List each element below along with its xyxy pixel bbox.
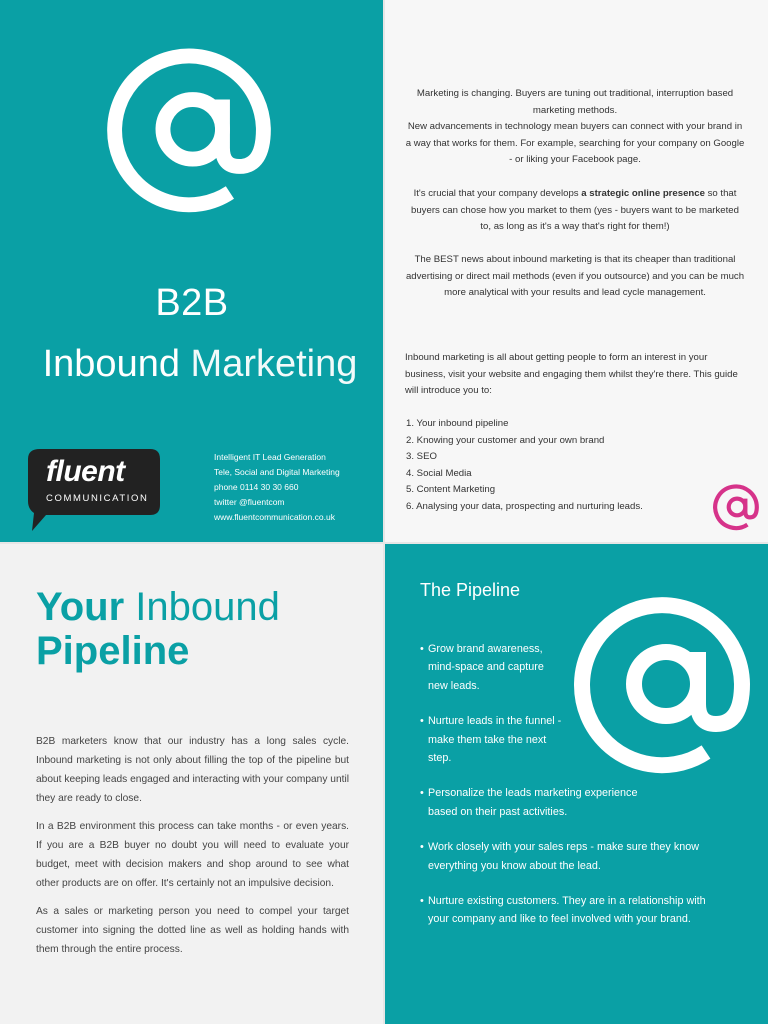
intro-paragraph: Inbound marketing is all about getting people to form an interest in your business, visit your website and engaging them whilst they're there. This guide will introduce you to: [405, 352, 738, 396]
intro-bold-run: a strategic online presence [581, 188, 705, 199]
title-word-your: Your [36, 585, 125, 629]
bullet-dot: • [420, 787, 424, 800]
list-item: 2. Knowing your customer and your own brand [406, 434, 605, 446]
title-word-inbound: Inbound [135, 585, 280, 629]
cover-title [0, 343, 384, 386]
intro-paragraph [405, 186, 745, 236]
intro-text-run: It's crucial that your company develops [413, 188, 582, 199]
fluent-logo [26, 447, 162, 533]
cover-title-inbound: Inbound [42, 343, 180, 385]
body-paragraph: As a sales or marketing person you need to compel your target customer into signing the dotted line as well as holding hands with them through the entire process. [36, 906, 349, 955]
bullet-dot: • [420, 841, 424, 854]
intro-text [405, 86, 745, 169]
list-item: 1. Your inbound pipeline [406, 418, 509, 429]
bullet-item [420, 838, 738, 875]
bullet-text: Grow brand awareness, mind-space and capture new leads. [428, 643, 544, 692]
title-word-pipeline: Pipeline [36, 629, 190, 673]
intro-text [405, 252, 745, 302]
section-title: The Pipeline [420, 580, 521, 600]
bullet-text: Work closely with your sales reps - make sure they know everything you know about the lead. [428, 841, 700, 872]
intro-paragraph: New advancements in technology mean buyers can connect with your brand in a way that works for them. For example, searching for your company on Google - or liking your Facebook page. [405, 121, 745, 165]
contact-website: www.fluentcommunication.co.uk [214, 512, 335, 522]
cover-title-marketing: Marketing [190, 343, 358, 385]
at-sign-icon [96, 40, 282, 226]
list-item: 6. Analysing your data, prospecting and nurturing leads. [406, 500, 643, 512]
intro-text [405, 350, 745, 400]
bullet-dot: • [420, 895, 424, 908]
bullet-item [420, 784, 658, 821]
body-paragraph: B2B marketers know that our industry has a long sales cycle. Inbound marketing is not only about filling the top of the pipeline but about keeping leads engaged and interacting with your company until they are ready to close. [36, 736, 349, 804]
cover-title-b2b: B2B [155, 282, 229, 324]
cover-panel [0, 0, 384, 543]
intro-paragraph: The BEST news about inbound marketing is that its cheaper than traditional advertising or direct mail methods (even if you outsource) and you can be much more analytical with your results and lead cycle management. [405, 254, 745, 298]
list-item: 4. Social Media [406, 467, 472, 479]
contact-phone: phone 0114 30 30 660 [214, 482, 299, 492]
bullet-text: Nurture leads in the funnel - make them take the next step. [428, 715, 562, 765]
at-sign-icon [710, 482, 762, 534]
contact-line: Tele, Social and Digital Marketing [214, 467, 340, 477]
bullet-item [420, 640, 558, 695]
intro-list [406, 416, 643, 515]
pipeline-body [36, 732, 349, 968]
list-item: 5. Content Marketing [406, 484, 496, 495]
logo-sub: COMMUNICATION [46, 493, 149, 504]
contact-block [214, 450, 340, 525]
bullet-text: Nurture existing customers. They are in a relationship with your company and like to feel involved with your brand. [428, 895, 706, 926]
bullet-item [420, 712, 568, 767]
page-title [36, 585, 280, 673]
pipeline-bullets [420, 640, 740, 946]
intro-paragraph: Marketing is changing. Buyers are tuning out traditional, interruption based marketing methods. [416, 88, 734, 116]
list-item: 3. SEO [406, 451, 437, 462]
page-divider [0, 542, 768, 544]
bullet-dot: • [420, 643, 424, 655]
intro-text [405, 186, 745, 236]
logo-name: fluent [46, 455, 125, 488]
contact-twitter: twitter @fluentcom [214, 497, 285, 507]
bullet-dot: • [420, 715, 424, 728]
bullet-text: Personalize the leads marketing experience based on their past activities. [428, 787, 638, 818]
contact-line: Intelligent IT Lead Generation [214, 452, 326, 462]
bullet-item [420, 892, 728, 929]
body-paragraph: In a B2B environment this process can take months - or even years. If you are a B2B buyer no doubt you will need to evaluate your budget, meet with decision makers and shop around to see what other products are on offer. It's certainly not an impulsive decision. [36, 821, 349, 889]
page-divider [383, 0, 385, 1024]
intro-text-run: so that buyers can chose how you market to them (yes - buyers want to be marketed to, as long as it's a way that's right for them!) [411, 188, 739, 232]
